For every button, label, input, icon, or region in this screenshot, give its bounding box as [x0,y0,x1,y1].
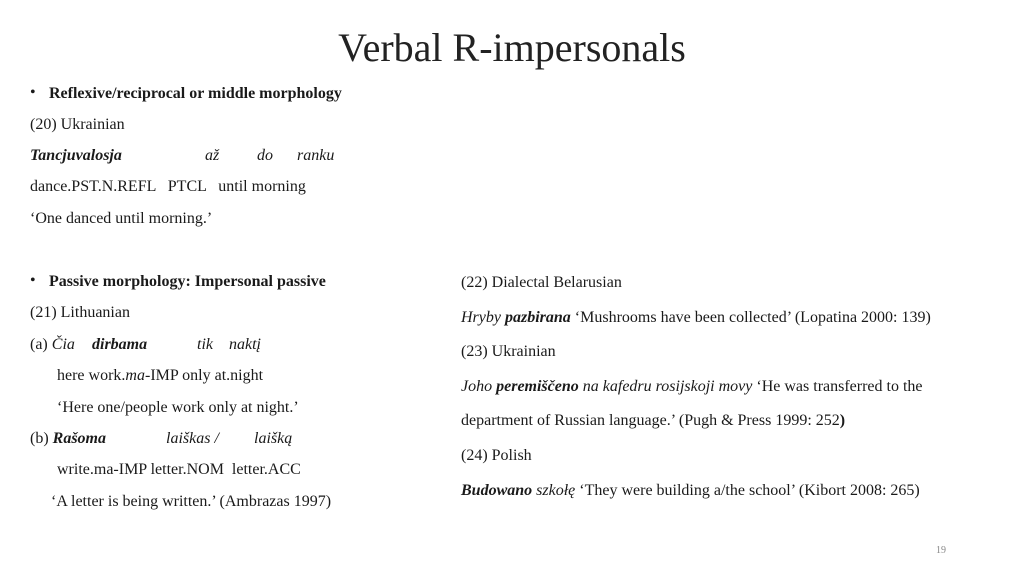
example-20-label: (20) Ukrainian [30,116,125,133]
example-21a-word-2: dirbama [92,336,148,353]
example-23-line-2-text: department of Russian language.’ (Pugh & Press 1999: 252 [461,412,840,429]
example-20-sentence [30,146,335,166]
example-23-word-1: Joho [461,378,493,395]
example-21a-word-4: naktį [229,336,261,353]
example-23-paren: ) [839,412,846,429]
example-24-rest: ‘They were building a/the school’ (Kibort 2008: 265) [575,482,920,499]
example-22-rest: ‘Mushrooms have been collected’ (Lopatina 2000: 139) [570,309,931,326]
slide-title: Verbal R-impersonals [338,25,686,70]
example-21b-gloss: write.ma-IMP letter.NOM letter.ACC [57,461,301,478]
example-23-rest: ‘He was transferred to the [752,378,923,395]
example-22-sentence [461,308,931,328]
example-23-line-2 [461,411,845,431]
bullet-reflexive-heading: Reflexive/reciprocal or middle morphology [49,85,342,102]
example-21b-word-3: laišką [254,430,293,447]
example-21b-prefix: (b) [30,430,53,447]
example-23-word-3: na kafedru rosijskoji movy [582,378,753,395]
example-20-translation: ‘One danced until morning.’ [30,210,213,227]
example-21a-sentence [30,335,261,355]
bullet-passive-heading: Passive morphology: Impersonal passive [49,273,326,290]
bullet-icon: • [30,272,36,289]
example-21b-sentence [30,429,293,449]
example-20-word-3: do [257,147,273,164]
example-21-label: (21) Lithuanian [30,304,130,321]
example-22-word-1: Hryby [461,309,501,326]
example-21b-word-1: Rašoma [52,430,106,447]
example-20-word-1: Tancjuvalosja [30,147,122,164]
example-20-word-4: ranku [297,147,335,164]
example-21a-word-3: tik [197,336,213,353]
example-21a-gloss [57,366,263,386]
example-21a-gloss-post: -IMP only at.night [144,367,264,384]
example-21a-prefix: (a) [30,336,52,353]
example-20-word-2: až [205,147,220,164]
example-23-word-2: peremiščeno [496,378,579,395]
example-21a-word-1: Čia [51,336,75,353]
example-21a-translation: ‘Here one/people work only at night.’ [57,399,299,416]
example-21a-gloss-pre: here work. [57,367,126,384]
example-23-sentence [461,377,923,397]
page-number: 19 [936,545,946,556]
example-22-word-2: pazbirana [504,309,571,326]
example-23-label: (23) Ukrainian [461,343,556,360]
example-21b-translation: ‘A letter is being written.’ (Ambrazas 1997) [51,493,332,510]
example-22-label: (22) Dialectal Belarusian [461,274,622,291]
example-20-gloss: dance.PST.N.REFL PTCL until morning [30,178,306,195]
example-24-word-2: szkołę [536,482,576,499]
example-21b-word-2: laiškas / [166,430,219,447]
example-24-sentence [461,481,920,501]
bullet-icon: • [30,84,36,101]
example-24-word-1: Budowano [461,482,533,499]
example-21a-gloss-ma: ma [125,367,145,384]
example-24-label: (24) Polish [461,447,532,464]
